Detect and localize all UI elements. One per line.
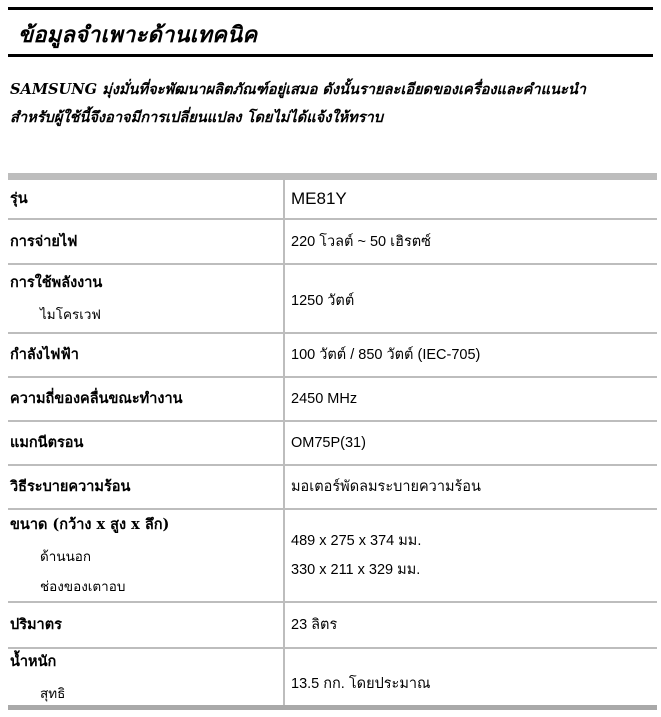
magnetron-label: แมกนีตรอน [10,434,84,451]
power-supply-label: การจ่ายไฟ [10,232,78,250]
model-value: ME81Y [291,188,347,208]
model-label: รุ่น [10,190,28,208]
label-cell [8,465,284,509]
value-cell [284,177,657,219]
cooling-label: วิธีระบายความร้อน [10,478,131,495]
notice-paragraph [10,76,655,132]
title-bar [8,7,653,57]
table-row-power-supply [8,219,657,264]
label-cell [8,509,284,602]
power-consumption-label: การใช้พลังงาน [10,274,103,291]
output-power-label: กำลังไฟฟ้า [10,346,79,363]
label-cell [8,648,284,708]
magnetron-value: OM75P(31) [291,434,366,451]
table-row-magnetron [8,421,657,465]
notice-line-1: SAMSUNG มุ่งมั่นที่จะพัฒนาผลิตภัณฑ์อยู่เสมอ ดังนั้นรายละเอียดของเครื่องและคำแนะนำ [10,81,586,98]
table-row-frequency [8,377,657,421]
outside-dimensions-value: 489 x 275 x 374 มม. [291,533,422,549]
value-cell [284,509,657,602]
table-row-dimensions [8,509,657,602]
frequency-value: 2450 MHz [291,390,358,407]
label-cell [8,333,284,377]
label-cell [8,602,284,648]
frequency-label: ความถี่ของคลื่นขณะทำงาน [10,390,183,407]
outside-sub-label: ด้านนอก [40,549,92,565]
label-cell [8,421,284,465]
value-cell [284,421,657,465]
cavity-sub-label: ช่องของเตาอบ [40,579,126,595]
value-cell [284,465,657,509]
table-row-model [8,177,657,219]
weight-label: น้ำหนัก [10,652,57,670]
table-row-power-consumption [8,264,657,333]
table-row-cooling [8,465,657,509]
value-cell [284,333,657,377]
spec-table [8,173,657,710]
output-power-value: 100 วัตต์ / 850 วัตต์ (IEC-705) [291,347,481,363]
volume-label: ปริมาตร [10,616,62,633]
table-row-volume [8,602,657,648]
value-cell [284,377,657,421]
label-cell [8,264,284,333]
notice-line-2: สำหรับผู้ใช้นี้จึงอาจมีการเปลี่ยนแปลง โดยไม่ได้แจ้งให้ทราบ [10,109,383,126]
power-consumption-value: 1250 วัตต์ [291,292,355,309]
volume-value: 23 ลิตร [291,617,338,633]
label-cell [8,219,284,264]
page-title: ข้อมูลจำเพาะด้านเทคนิค [18,22,258,48]
value-cell [284,648,657,708]
value-cell [284,602,657,648]
label-cell [8,177,284,219]
table-row-output-power [8,333,657,377]
power-supply-value: 220 โวลต์ ~ 50 เฮิรตซ์ [291,233,431,250]
cavity-dimensions-value: 330 x 211 x 329 มม. [291,562,421,578]
table-row-weight [8,648,657,708]
cooling-value: มอเตอร์พัดลมระบายความร้อน [291,479,481,495]
value-cell [284,219,657,264]
value-cell [284,264,657,333]
dimensions-label: ขนาด (กว้าง x สูง x ลึก) [10,516,170,533]
label-cell [8,377,284,421]
microwave-sub-label: ไมโครเวฟ [40,307,101,323]
weight-value: 13.5 กก. โดยประมาณ [291,676,431,693]
net-sub-label: สุทธิ [40,685,66,702]
